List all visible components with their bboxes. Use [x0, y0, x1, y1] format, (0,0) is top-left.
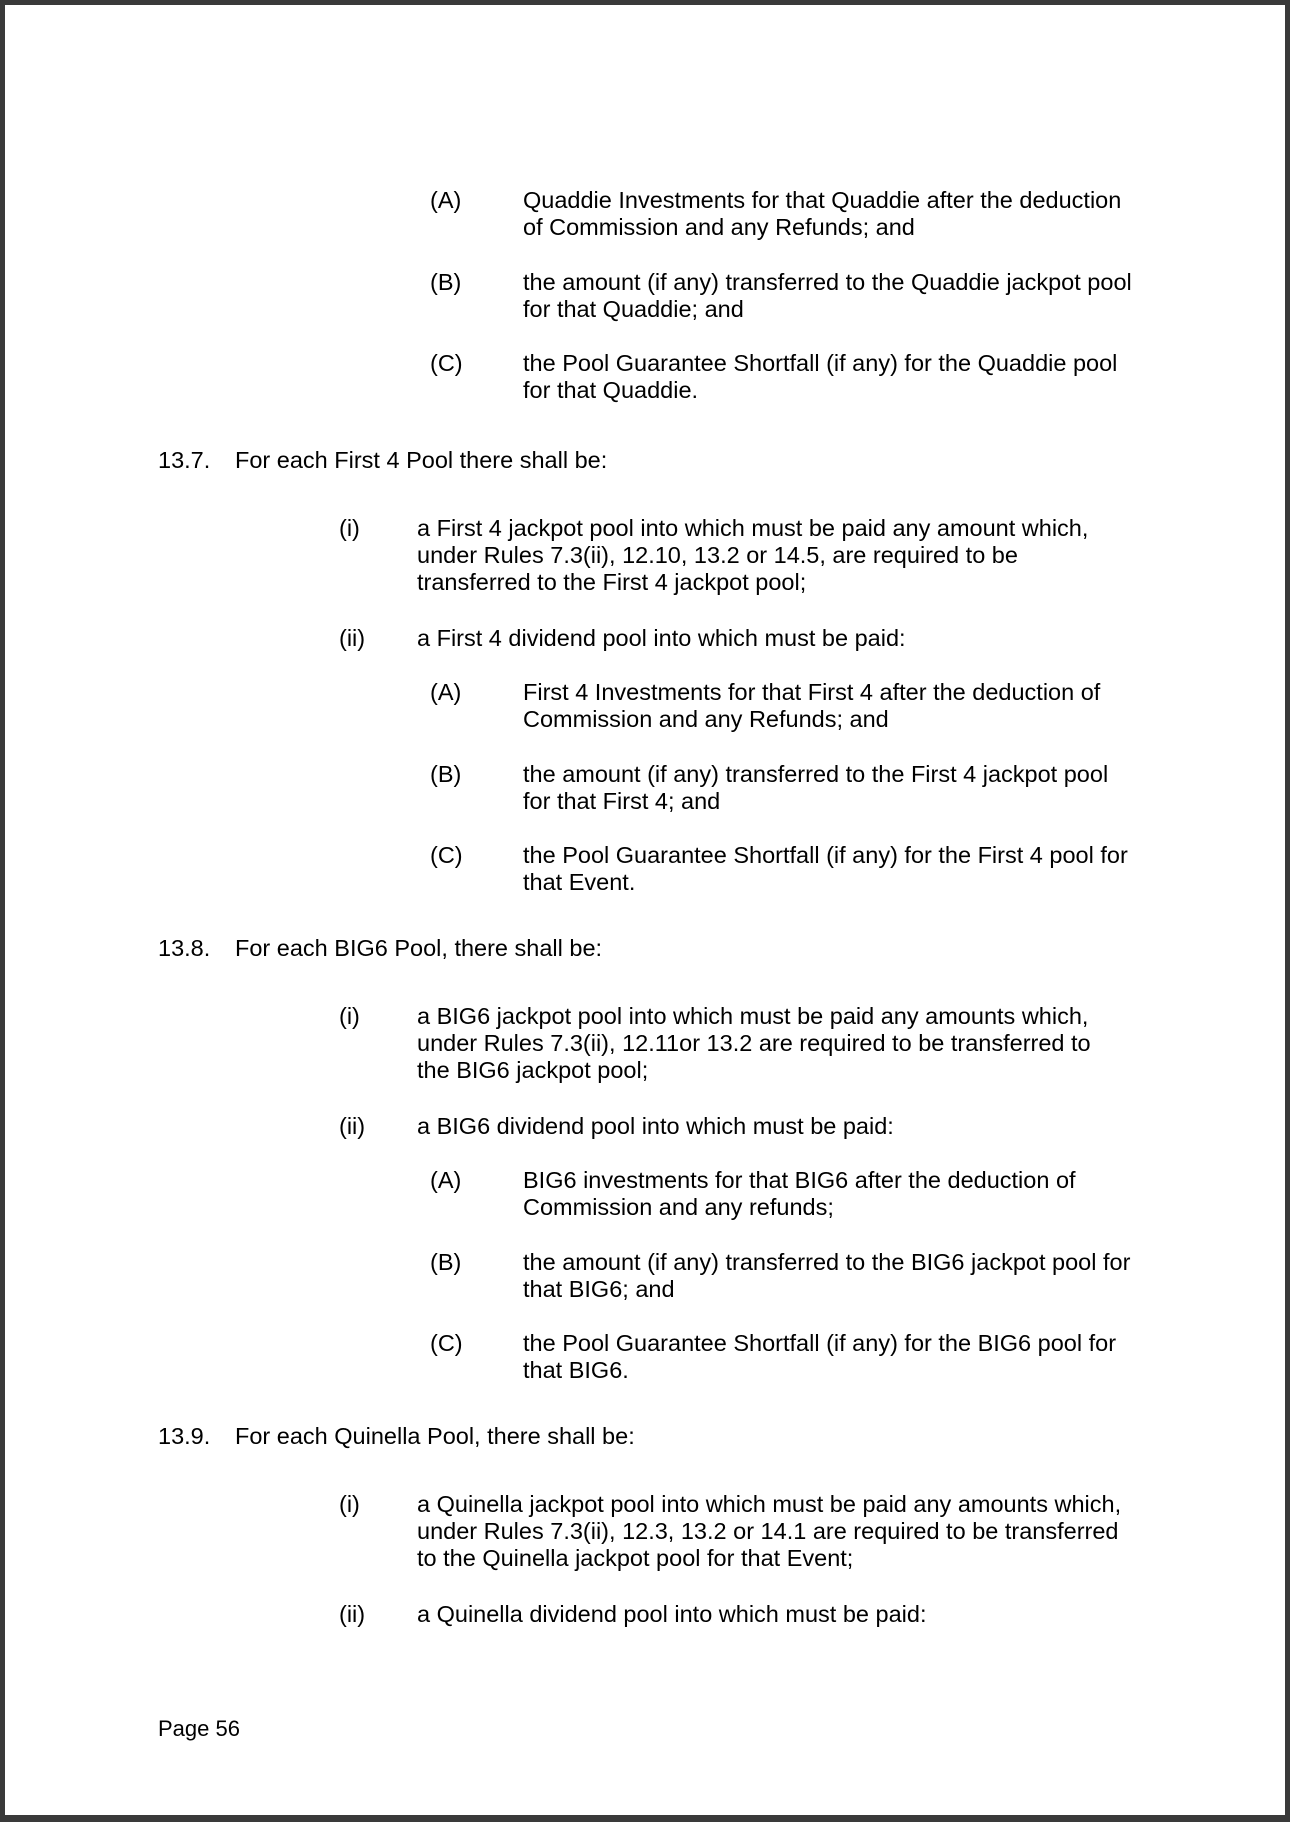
text-line: the Pool Guarantee Shortfall (if any) for the BIG6 pool for — [523, 1330, 1117, 1356]
item-label: (ii) — [339, 625, 366, 651]
clause-number: 13.7. — [158, 447, 211, 473]
text-line: to the Quinella jackpot pool for that Event; — [417, 1545, 854, 1571]
item-text — [523, 679, 1100, 733]
clause-number: 13.9. — [158, 1423, 211, 1449]
item-text — [523, 269, 1132, 323]
text-line: for that Quaddie. — [523, 377, 699, 403]
item-text — [523, 1249, 1130, 1303]
item-label: (i) — [339, 515, 360, 541]
item-text — [523, 842, 1128, 896]
text-line: the amount (if any) transferred to the Quaddie jackpot pool — [523, 269, 1132, 295]
item-label: (i) — [339, 1003, 360, 1029]
item-text — [417, 1601, 926, 1628]
item-label: (A) — [430, 1167, 462, 1193]
item-label: (i) — [339, 1491, 360, 1517]
text-line: Commission and any Refunds; and — [523, 706, 889, 732]
clause-heading — [235, 1423, 635, 1450]
item-text — [523, 187, 1121, 241]
item-text — [523, 350, 1117, 404]
text-line: under Rules 7.3(ii), 12.3, 13.2 or 14.1 are required to be transferred — [417, 1518, 1119, 1544]
item-text — [417, 1113, 894, 1140]
text-line: the BIG6 jackpot pool; — [417, 1057, 649, 1083]
item-label: (ii) — [339, 1113, 366, 1139]
clause-heading — [235, 935, 602, 962]
text-line: BIG6 investments for that BIG6 after the deduction of — [523, 1167, 1076, 1193]
text-line: Quaddie Investments for that Quaddie after the deduction — [523, 187, 1122, 213]
item-label: (C) — [430, 842, 463, 868]
text-line: that Event. — [523, 869, 636, 895]
text-line: for that Quaddie; and — [523, 296, 744, 322]
text-line: a Quinella jackpot pool into which must be paid any amounts which, — [417, 1491, 1122, 1517]
text-line: For each Quinella Pool, there shall be: — [235, 1423, 635, 1449]
text-line: Commission and any refunds; — [523, 1194, 834, 1220]
item-text — [417, 1003, 1091, 1084]
item-label: (B) — [430, 269, 462, 295]
item-label: (B) — [430, 1249, 462, 1275]
text-line: a First 4 jackpot pool into which must be paid any amount which, — [417, 515, 1089, 541]
text-line: a BIG6 dividend pool into which must be paid: — [417, 1113, 894, 1139]
text-line: for that First 4; and — [523, 788, 721, 814]
item-text — [523, 1167, 1076, 1221]
text-line: For each First 4 Pool there shall be: — [235, 447, 608, 473]
item-text — [417, 1491, 1121, 1572]
item-label: (C) — [430, 1330, 463, 1356]
clause-heading — [235, 447, 607, 474]
clause-number: 13.8. — [158, 935, 211, 961]
text-line: the amount (if any) transferred to the BIG6 jackpot pool for — [523, 1249, 1131, 1275]
document-page — [5, 5, 1285, 1815]
item-text — [417, 515, 1088, 596]
text-line: a Quinella dividend pool into which must be paid: — [417, 1601, 927, 1627]
text-line: under Rules 7.3(ii), 12.11or 13.2 are required to be transferred to — [417, 1030, 1091, 1056]
item-label: (A) — [430, 679, 462, 705]
text-line: For each BIG6 Pool, there shall be: — [235, 935, 603, 961]
text-line: that BIG6. — [523, 1357, 629, 1383]
text-line: that BIG6; and — [523, 1276, 675, 1302]
text-line: under Rules 7.3(ii), 12.10, 13.2 or 14.5, are required to be — [417, 542, 1018, 568]
text-line: transferred to the First 4 jackpot pool; — [417, 569, 807, 595]
text-line: First 4 Investments for that First 4 after the deduction of — [523, 679, 1101, 705]
item-text — [417, 625, 906, 652]
text-line: a First 4 dividend pool into which must be paid: — [417, 625, 906, 651]
text-line: the amount (if any) transferred to the First 4 jackpot pool — [523, 761, 1109, 787]
text-line: of Commission and any Refunds; and — [523, 214, 915, 240]
text-line: the Pool Guarantee Shortfall (if any) for the Quaddie pool — [523, 350, 1118, 376]
item-text — [523, 1330, 1116, 1384]
text-line: a BIG6 jackpot pool into which must be paid any amounts which, — [417, 1003, 1089, 1029]
item-label: (A) — [430, 187, 462, 213]
item-label: (ii) — [339, 1601, 366, 1627]
text-line: the Pool Guarantee Shortfall (if any) for the First 4 pool for — [523, 842, 1128, 868]
page-number: Page 56 — [158, 1716, 240, 1741]
item-label: (C) — [430, 350, 463, 376]
item-text — [523, 761, 1108, 815]
item-label: (B) — [430, 761, 462, 787]
